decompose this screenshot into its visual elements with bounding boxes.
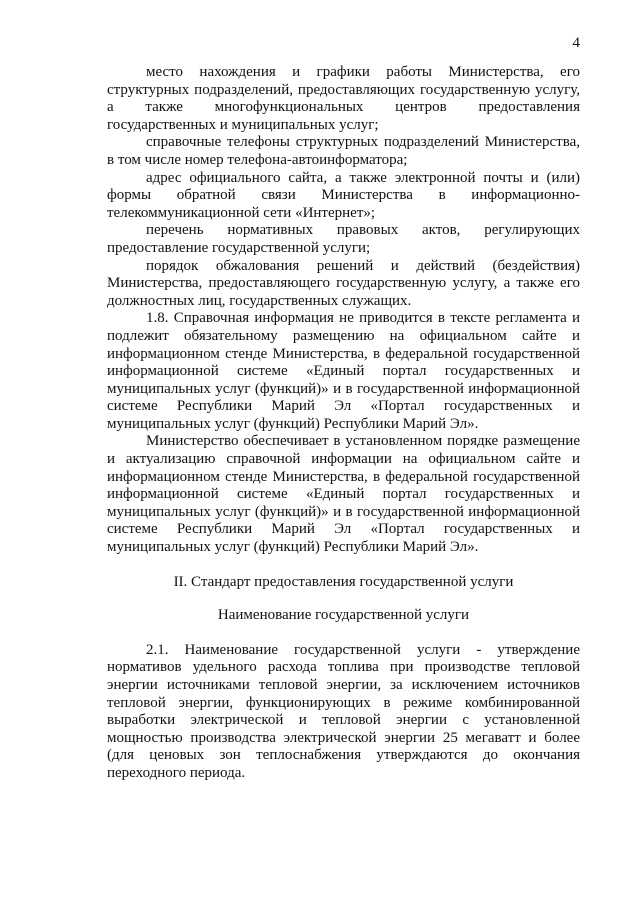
paragraph-2-1: 2.1. Наименование государственной услуги - утверждение нормативов удельного расхода топлива при производстве тепловой энергии источниками тепловой энергии, за исключением источников тепловой энергии, функционирующих в режиме комбинированной выработки электрической и тепловой энергии с установленной мощностью производства электрической энергии 25 мегаватт и более (для ценовых зон теплоснабжения утверждаются до окончания переходного периода.	[107, 641, 580, 781]
spacer	[107, 557, 580, 574]
paragraph-website-email: адрес официального сайта, а также электронной почты и (или) формы обратной связи Министерства в информационно-телекоммуникационной сети «Интернет»;	[107, 169, 580, 221]
spacer	[107, 625, 580, 642]
spacer	[107, 591, 580, 607]
document-body	[107, 64, 580, 783]
paragraph-ministry-publishing: Министерство обеспечивает в установленном порядке размещение и актуализацию справочной информации на официальном сайте и информационном стенде Министерства, в федеральной государственной информационной системе «Единый портал государственных и муниципальных услуг (функций)» и в государственной информационной системе Республики Марий Эл «Портал государственных и муниципальных услуг (функций) Республики Марий Эл».	[107, 433, 580, 556]
page-number: 4	[572, 35, 580, 51]
paragraph-phones: справочные телефоны структурных подразделений Министерства, в том числе номер телефона-автоинформатора;	[107, 134, 580, 168]
subsection-heading: Наименование государственной услуги	[217, 607, 470, 624]
paragraph-location-schedule: место нахождения и графики работы Министерства, его структурных подразделений, предоставляющих государственную услугу, а также многофункциональных центров предоставления государственных и муниципальных услуг;	[107, 64, 580, 133]
paragraph-appeal-procedure: порядок обжалования решений и действий (бездействия) Министерства, предоставляющего государственную услугу, а также его должностных лиц, государственных служащих.	[107, 257, 580, 309]
section-heading: II. Стандарт предоставления государственной услуги	[173, 573, 514, 590]
paragraph-legal-acts: перечень нормативных правовых актов, регулирующих предоставление государственной услуги;	[107, 222, 580, 256]
paragraph-1-8: 1.8. Справочная информация не приводится в тексте регламента и подлежит обязательному размещению на официальном сайте и информационном стенде Министерства, в федеральной государственной информационной системе «Единый портал государственных и муниципальных услуг (функций)» и в государственной информационной системе Республики Марий Эл «Портал государственных и муниципальных услуг (функций) Республики Марий Эл».	[107, 310, 580, 432]
